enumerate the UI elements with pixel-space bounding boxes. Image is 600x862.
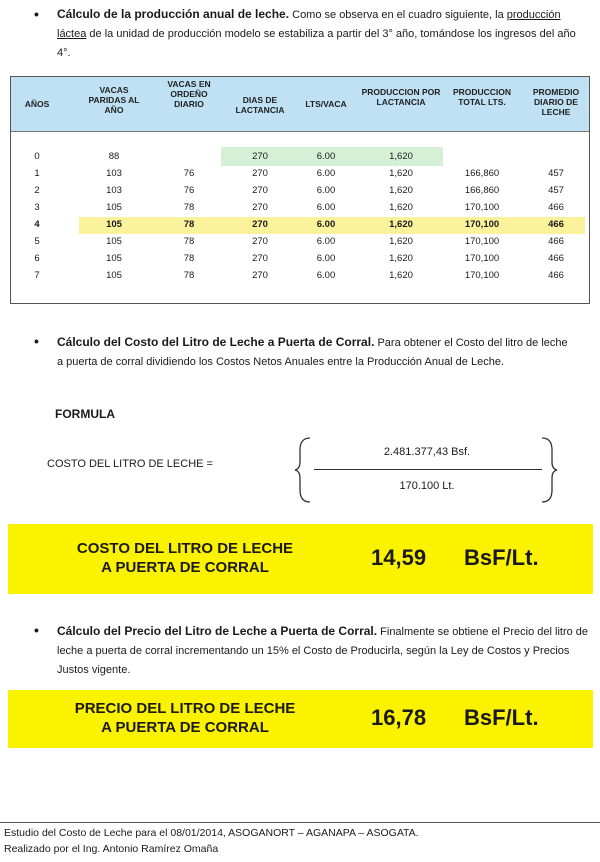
table-cell: 78	[183, 219, 195, 230]
table-row	[11, 234, 589, 251]
table-cell: 170,100	[464, 236, 500, 247]
section1-text-a: Como se observa en el cuadro siguiente, la	[289, 9, 507, 21]
table-cell: 6.00	[316, 202, 336, 213]
table-cell: 170,100	[464, 202, 500, 213]
table-cell: 76	[183, 168, 195, 179]
table-cell: 270	[252, 253, 268, 264]
table-cell: 466	[548, 202, 564, 213]
table-cell: 78	[183, 236, 195, 247]
bullet-icon: •	[34, 6, 39, 22]
table-cell: 466	[548, 270, 564, 281]
table-row	[11, 268, 589, 285]
table-cell: 1,620	[389, 151, 413, 162]
table-cell: 1,620	[389, 270, 413, 281]
section3-text-b: leche a puerta de corral incrementando un 15% el Costo de Producirla, según la Ley de Costos y Precios	[57, 645, 570, 657]
fraction-line	[314, 469, 542, 470]
cost-result-label	[30, 539, 340, 577]
table-cell: 457	[548, 185, 564, 196]
header-dias-lactancia: DIAS DE LACTANCIA	[235, 95, 285, 115]
table-cell: 105	[106, 253, 122, 264]
bullet-icon: •	[34, 333, 39, 349]
table-row	[11, 200, 589, 217]
header-lts-vaca: LTS/VACA	[305, 99, 347, 109]
table-row	[11, 251, 589, 268]
table-cell: 270	[252, 168, 268, 179]
header-promedio-diario: PROMEDIO DIARIO DE LECHE	[532, 87, 580, 117]
table-cell: 6.00	[316, 185, 336, 196]
table-cell: 7	[34, 270, 40, 281]
table-cell: 1,620	[389, 253, 413, 264]
production-table	[10, 76, 590, 304]
bullet-icon: •	[34, 622, 39, 638]
formula-title: FORMULA	[55, 407, 115, 421]
table-cell: 6.00	[316, 270, 336, 281]
section3-paragraph	[57, 622, 592, 680]
table-cell: 76	[183, 185, 195, 196]
section2-text-b: a puerta de corral dividiendo los Costos Netos Anuales entre la Producción Anual de Leche.	[57, 356, 505, 368]
table-cell: 105	[106, 236, 122, 247]
table-cell: 166,860	[464, 185, 500, 196]
table-cell: 270	[252, 270, 268, 281]
table-cell: 78	[183, 270, 195, 281]
table-row	[11, 183, 589, 200]
table-cell: 5	[34, 236, 40, 247]
section3-heading: Cálculo del Precio del Litro de Leche a Puerta de Corral.	[57, 624, 378, 638]
table-row	[11, 217, 589, 234]
table-cell: 1,620	[389, 185, 413, 196]
table-cell: 270	[252, 202, 268, 213]
price-value: 16,78	[371, 705, 427, 730]
section1-underlined-1: producción	[506, 9, 561, 21]
section1-heading: Cálculo de la producción anual de leche.	[57, 7, 290, 21]
table-cell: 4	[34, 219, 40, 230]
section1-paragraph	[57, 5, 592, 63]
table-cell: 105	[106, 219, 122, 230]
header-vacas-paridas: VACAS PARIDAS AL AÑO	[88, 85, 140, 115]
table-cell: 466	[548, 253, 564, 264]
cost-label-line2: A PUERTA DE CORRAL	[101, 559, 269, 576]
cost-unit: BsF/Lt.	[464, 545, 539, 570]
formula-denominator: 170.100 Lt.	[399, 480, 455, 492]
price-label-line1: PRECIO DEL LITRO DE LECHE	[74, 700, 296, 717]
price-unit: BsF/Lt.	[464, 705, 539, 730]
formula-label: COSTO DEL LITRO DE LECHE =	[47, 458, 213, 470]
price-result-label	[30, 699, 340, 737]
formula-numerator: 2.481.377,43 Bsf.	[383, 446, 471, 458]
section1-underlined-2: láctea	[57, 28, 87, 40]
table-cell: 103	[106, 185, 122, 196]
table-cell: 457	[548, 168, 564, 179]
footer-line1: Estudio del Costo de Leche para el 08/01/2014, ASOGANORT – AGANAPA – ASOGATA.	[4, 827, 419, 839]
table-cell: 1,620	[389, 236, 413, 247]
table-cell: 6.00	[316, 219, 336, 230]
table-cell: 1,620	[389, 219, 413, 230]
table-cell: 0	[34, 151, 40, 162]
table-cell: 270	[252, 236, 268, 247]
table-cell: 105	[106, 270, 122, 281]
table-cell: 170,100	[464, 253, 500, 264]
cost-result-box	[8, 524, 593, 594]
table-cell: 270	[252, 151, 268, 162]
table-cell: 270	[252, 185, 268, 196]
table-cell: 2	[34, 185, 40, 196]
section2-heading: Cálculo del Costo del Litro de Leche a Puerta de Corral.	[57, 335, 375, 349]
table-cell: 166,860	[464, 168, 500, 179]
table-cell: 466	[548, 219, 564, 230]
table-header	[11, 77, 589, 132]
section3-text-c: Justos vigente.	[57, 664, 131, 676]
table-cell: 466	[548, 236, 564, 247]
table-cell: 1,620	[389, 202, 413, 213]
header-produccion-total: PRODUCCION TOTAL LTS.	[452, 87, 512, 107]
cost-value: 14,59	[371, 545, 427, 570]
header-anos: AÑOS	[24, 99, 50, 109]
table-cell: 3	[34, 202, 40, 213]
cost-label-line1: COSTO DEL LITRO DE LECHE	[76, 540, 294, 557]
table-cell: 170,100	[464, 219, 500, 230]
table-cell: 6.00	[316, 236, 336, 247]
table-cell: 6.00	[316, 253, 336, 264]
table-cell: 103	[106, 168, 122, 179]
table-cell: 6.00	[316, 168, 336, 179]
price-label-line2: A PUERTA DE CORRAL	[101, 719, 269, 736]
section3-text-a: Finalmente se obtiene el Precio del litro de	[377, 626, 589, 638]
table-cell: 78	[183, 202, 195, 213]
table-cell: 1,620	[389, 168, 413, 179]
table-cell: 88	[108, 151, 120, 162]
table-cell: 170,100	[464, 270, 500, 281]
price-result-box	[8, 690, 593, 748]
footer-divider	[0, 822, 600, 823]
section2-paragraph	[57, 333, 592, 372]
header-produccion-lactancia: PRODUCCION POR LACTANCIA	[361, 87, 441, 107]
table-cell: 6.00	[316, 151, 336, 162]
table-row	[11, 166, 589, 183]
table-cell: 6	[34, 253, 40, 264]
section2-text-a: Para obtener el Costo del litro de leche	[374, 337, 568, 349]
footer-line2: Realizado por el Ing. Antonio Ramírez Omaña	[4, 843, 219, 855]
table-cell: 1	[34, 168, 40, 179]
table-cell: 270	[252, 219, 268, 230]
table-cell: 105	[106, 202, 122, 213]
section1-text-b: de la unidad de producción modelo se estabiliza a partir del 3° año, tomándose los ingresos del año 4°.	[57, 28, 576, 59]
table-row	[11, 149, 589, 166]
table-cell: 78	[183, 253, 195, 264]
header-vacas-ordeno: VACAS EN ORDEÑO DIARIO	[167, 79, 211, 109]
